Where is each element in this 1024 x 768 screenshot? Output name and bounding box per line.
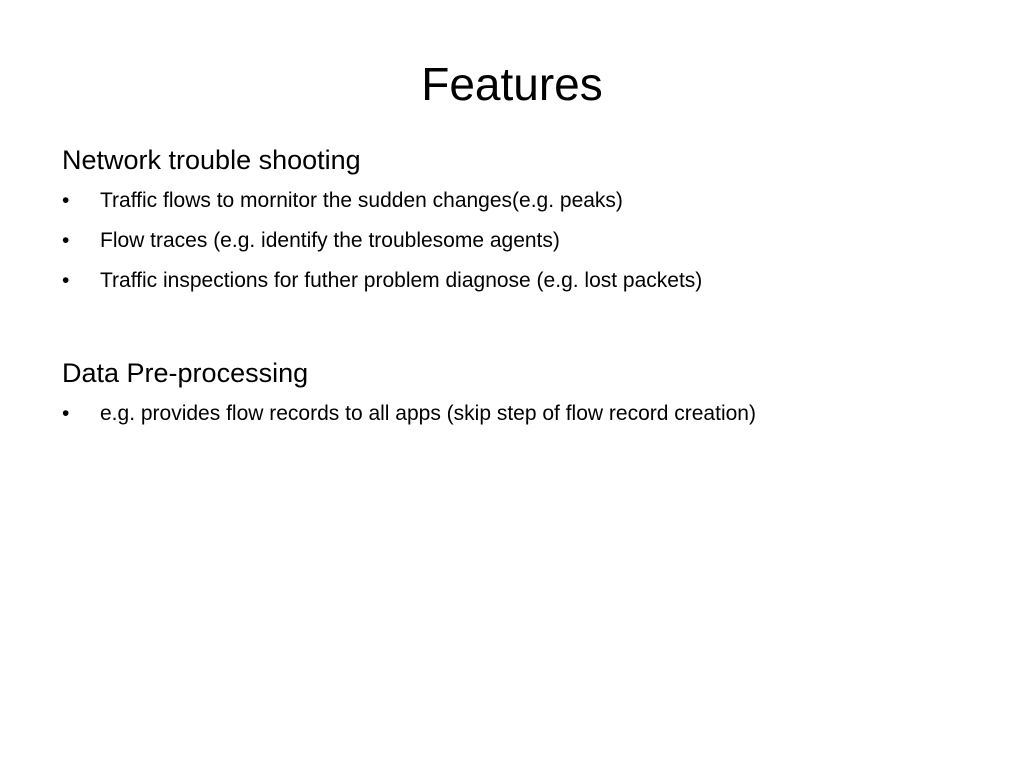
bullet-dot-icon: •	[62, 189, 70, 212]
bullet-text: Flow traces (e.g. identify the troublesome agents)	[100, 229, 560, 252]
bullet-dot-icon: •	[62, 269, 70, 292]
bullet-text: e.g. provides flow records to all apps (skip step of flow record creation)	[100, 402, 756, 425]
section-data-preprocessing	[62, 355, 982, 439]
bullet-text: Traffic inspections for futher problem diagnose (e.g. lost packets)	[100, 269, 703, 292]
bullet-item	[62, 186, 982, 215]
section-heading: Data Pre-processing	[62, 358, 309, 388]
bullet-item	[62, 226, 982, 255]
bullet-dot-icon: •	[62, 402, 70, 425]
bullet-list	[62, 399, 982, 428]
bullet-list	[62, 186, 982, 295]
bullet-text: Traffic flows to mornitor the sudden changes(e.g. peaks)	[100, 189, 623, 212]
bullet-item	[62, 266, 982, 295]
slide-title: Features	[421, 58, 603, 110]
section-heading: Network trouble shooting	[62, 145, 361, 175]
bullet-dot-icon: •	[62, 229, 70, 252]
section-network-troubleshooting	[62, 142, 982, 306]
bullet-item	[62, 399, 982, 428]
